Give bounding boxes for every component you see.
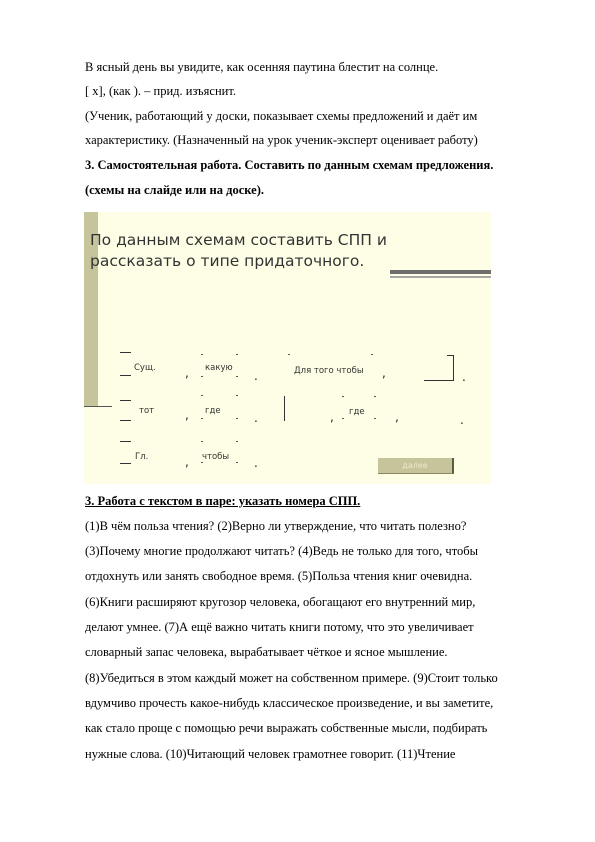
text-line: В ясный день вы увидите, как осенняя паутина блестит на солнце. — [85, 60, 439, 74]
scheme-word: Для того чтобы — [294, 366, 364, 376]
scheme-comma: , — [330, 410, 334, 424]
text-line: (3)Почему многие продолжают читать? (4)Ведь не только для того, чтобы — [85, 544, 479, 558]
scheme-word: тот — [139, 406, 155, 416]
scheme-underline — [120, 441, 131, 442]
text-line: отдохнуть или занять свободное время. (5)Польза чтения книг очевидна. — [85, 569, 473, 583]
bracket-tick — [201, 354, 203, 355]
section-heading: 3. Самостоятельная работа. Составить по данным схемам предложения. — [85, 158, 494, 172]
scheme-comma: , — [395, 410, 399, 424]
bracket-tick — [236, 462, 238, 463]
slide-bar-line — [84, 406, 112, 407]
text-line: словарный запас человека, вырабатывает чёткое и ясное мышление. — [85, 645, 448, 659]
text-line: вдумчиво прочесть какое-нибудь классическое произведение, и вы заметите, — [85, 696, 494, 710]
text-line: (Ученик, работающий у доски, показывает схемы предложений и даёт им — [85, 109, 478, 123]
bracket-tick — [236, 376, 238, 377]
scheme-dot: . — [462, 370, 466, 384]
scheme-word: где — [349, 407, 365, 417]
scheme-dot: . — [254, 369, 258, 383]
bracket-tick — [201, 395, 203, 396]
text-line: делают умнее. (7)А ещё важно читать книги потому, что это увеличивает — [85, 620, 474, 634]
text-line: (8)Убедиться в этом каждый может на собственном примере. (9)Стоит только — [85, 671, 498, 685]
scheme-word: где — [205, 406, 221, 416]
bracket-tick — [371, 354, 373, 355]
next-button[interactable]: далее — [378, 458, 454, 474]
bracket-tick — [374, 418, 376, 419]
scheme-bracket — [453, 355, 454, 381]
slide-title-rule — [390, 270, 491, 274]
scheme-underline — [120, 352, 131, 353]
slide-title: По данным схемам составить СПП и рассказать о типе придаточного. — [90, 231, 387, 270]
bracket-tick — [374, 396, 376, 397]
section-heading: 3. Работа с текстом в паре: указать номера СПП. — [85, 494, 361, 508]
slide-title-rule — [390, 276, 491, 278]
scheme-word: Гл. — [135, 452, 149, 462]
text-line: нужные слова. (10)Читающий человек грамотнее говорит. (11)Чтение — [85, 747, 456, 761]
bracket-tick — [236, 418, 238, 419]
section-heading: (схемы на слайде или на доске). — [85, 183, 264, 197]
scheme-underline — [120, 375, 131, 376]
scheme-bracket — [447, 355, 453, 356]
scheme-comma: , — [185, 455, 189, 469]
bracket-tick — [288, 354, 290, 355]
scheme-dot: . — [254, 411, 258, 425]
scheme-underline — [120, 463, 131, 464]
bracket-tick — [236, 395, 238, 396]
bracket-tick — [236, 354, 238, 355]
text-line: как стало проще с помощью речи выражать собственные мысли, подбирать — [85, 721, 488, 735]
scheme-comma: , — [185, 366, 189, 380]
text-line: (6)Книги расширяют кругозор человека, обогащают его внутренний мир, — [85, 595, 476, 609]
scheme-dot: . — [460, 413, 464, 427]
bracket-tick — [201, 376, 203, 377]
scheme-bracket — [447, 380, 453, 381]
scheme-comma: , — [382, 366, 386, 380]
scheme-underline — [120, 420, 131, 421]
scheme-dot: . — [254, 456, 258, 470]
bracket-tick — [201, 418, 203, 419]
bracket-tick — [201, 462, 203, 463]
bracket-tick — [201, 441, 203, 442]
scheme-word: Сущ. — [134, 363, 156, 373]
scheme-underline — [120, 400, 131, 401]
bracket-tick — [342, 418, 344, 419]
scheme-comma: , — [185, 408, 189, 422]
scheme-word: какую — [205, 363, 233, 373]
scheme-word: чтобы — [202, 452, 230, 462]
text-line: характеристику. (Назначенный на урок ученик-эксперт оценивает работу) — [85, 133, 478, 147]
slide-image — [84, 212, 491, 484]
text-line: (1)В чём польза чтения? (2)Верно ли утверждение, что читать полезно? — [85, 519, 467, 533]
bracket-tick — [236, 441, 238, 442]
bracket-tick — [342, 396, 344, 397]
scheme-divider — [284, 396, 285, 421]
text-line: [ х], (как ). – прид. изъяснит. — [85, 84, 236, 98]
